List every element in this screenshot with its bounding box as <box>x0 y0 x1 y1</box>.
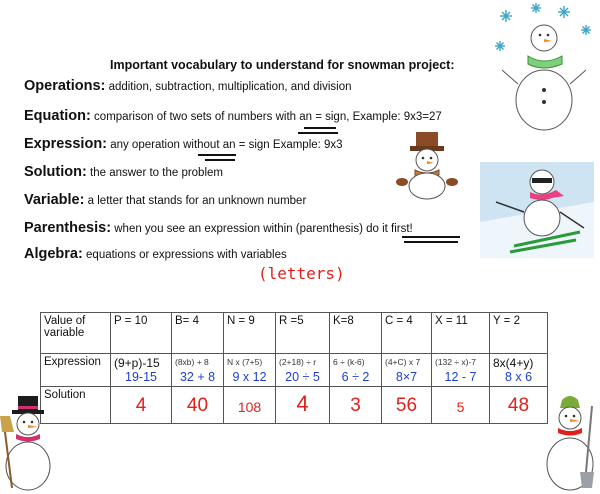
solution-cell: 4 <box>276 387 330 424</box>
expression-cell: (4+C) x 7 8×7 <box>382 354 432 387</box>
vocab-variable: Variable: a letter that stands for an unknown number <box>24 192 307 208</box>
value-cell: X = 11 <box>432 313 490 354</box>
solution-cell: 5 <box>432 387 490 424</box>
vocab-algebra: Algebra: equations or expressions with variables <box>24 246 287 262</box>
snowman-tophat-icon <box>382 130 470 200</box>
row-label-expression: Expression <box>41 354 111 387</box>
underline-do-it-first-2 <box>404 241 458 243</box>
underline-with-2 <box>298 132 338 134</box>
work-text: 32 + 8 <box>179 370 216 384</box>
vocab-parenthesis: Parenthesis: when you see an expression within (parenthesis) do it first! <box>24 220 413 236</box>
expression-cell: (9+p)-15 19-15 <box>111 354 172 387</box>
expression-cell: (8xb) + 8 32 + 8 <box>172 354 224 387</box>
work-text: 9 x 12 <box>232 370 267 384</box>
table-row-solutions <box>41 387 548 424</box>
letters-annotation: (letters) <box>258 264 345 283</box>
vocab-equation: Equation: comparison of two sets of numbers with an = sign, Example: 9x3=27 <box>24 108 442 124</box>
solution-cell: 40 <box>172 387 224 424</box>
underline-without-2 <box>205 159 235 161</box>
value-cell: Y = 2 <box>490 313 548 354</box>
expression-cell: 8x(4+y) 8 x 6 <box>490 354 548 387</box>
vocab-operations: Operations: addition, subtraction, multiplication, and division <box>24 78 352 94</box>
work-text: 6 ÷ 2 <box>341 370 370 384</box>
work-text: 12 - 7 <box>444 370 477 384</box>
expression-cell: N x (7+5) 9 x 12 <box>224 354 276 387</box>
expression-cell: (2+18) ÷ r 20 ÷ 5 <box>276 354 330 387</box>
solution-cell: 108 <box>224 387 276 424</box>
table-row-values <box>41 313 548 354</box>
page-title: Important vocabulary to understand for snowman project: <box>110 58 455 72</box>
row-label-solution: Solution <box>41 387 111 424</box>
solution-cell: 48 <box>490 387 548 424</box>
underline-do-it-first <box>402 236 460 238</box>
vocab-solution: Solution: the answer to the problem <box>24 164 223 180</box>
solution-cell: 4 <box>111 387 172 424</box>
value-cell: R =5 <box>276 313 330 354</box>
snowman-broom-icon <box>0 396 60 494</box>
expression-cell: 6 ÷ (k-6) 6 ÷ 2 <box>330 354 382 387</box>
work-text: 20 ÷ 5 <box>285 370 320 384</box>
work-text: 19-15 <box>125 370 157 384</box>
solution-cell: 56 <box>382 387 432 424</box>
value-cell: C = 4 <box>382 313 432 354</box>
value-cell: N = 9 <box>224 313 276 354</box>
value-cell: B= 4 <box>172 313 224 354</box>
work-text: 8×7 <box>395 370 418 384</box>
value-cell: P = 10 <box>111 313 172 354</box>
row-label-values: Value of variable <box>41 313 111 354</box>
value-cell: K=8 <box>330 313 382 354</box>
vocab-expression: Expression: any operation without an = sign Example: 9x3 <box>24 136 343 152</box>
underline-without <box>198 154 236 156</box>
snowman-snowflakes-icon <box>488 0 600 135</box>
expression-cell: (132 ÷ x)-7 12 - 7 <box>432 354 490 387</box>
variable-table <box>40 312 548 424</box>
underline-with <box>304 127 336 129</box>
solution-cell: 3 <box>330 387 382 424</box>
work-text: 8 x 6 <box>504 370 533 384</box>
table-row-expressions <box>41 354 548 387</box>
skiing-snowman-icon <box>480 162 594 258</box>
snowman-shovel-icon <box>540 394 600 494</box>
